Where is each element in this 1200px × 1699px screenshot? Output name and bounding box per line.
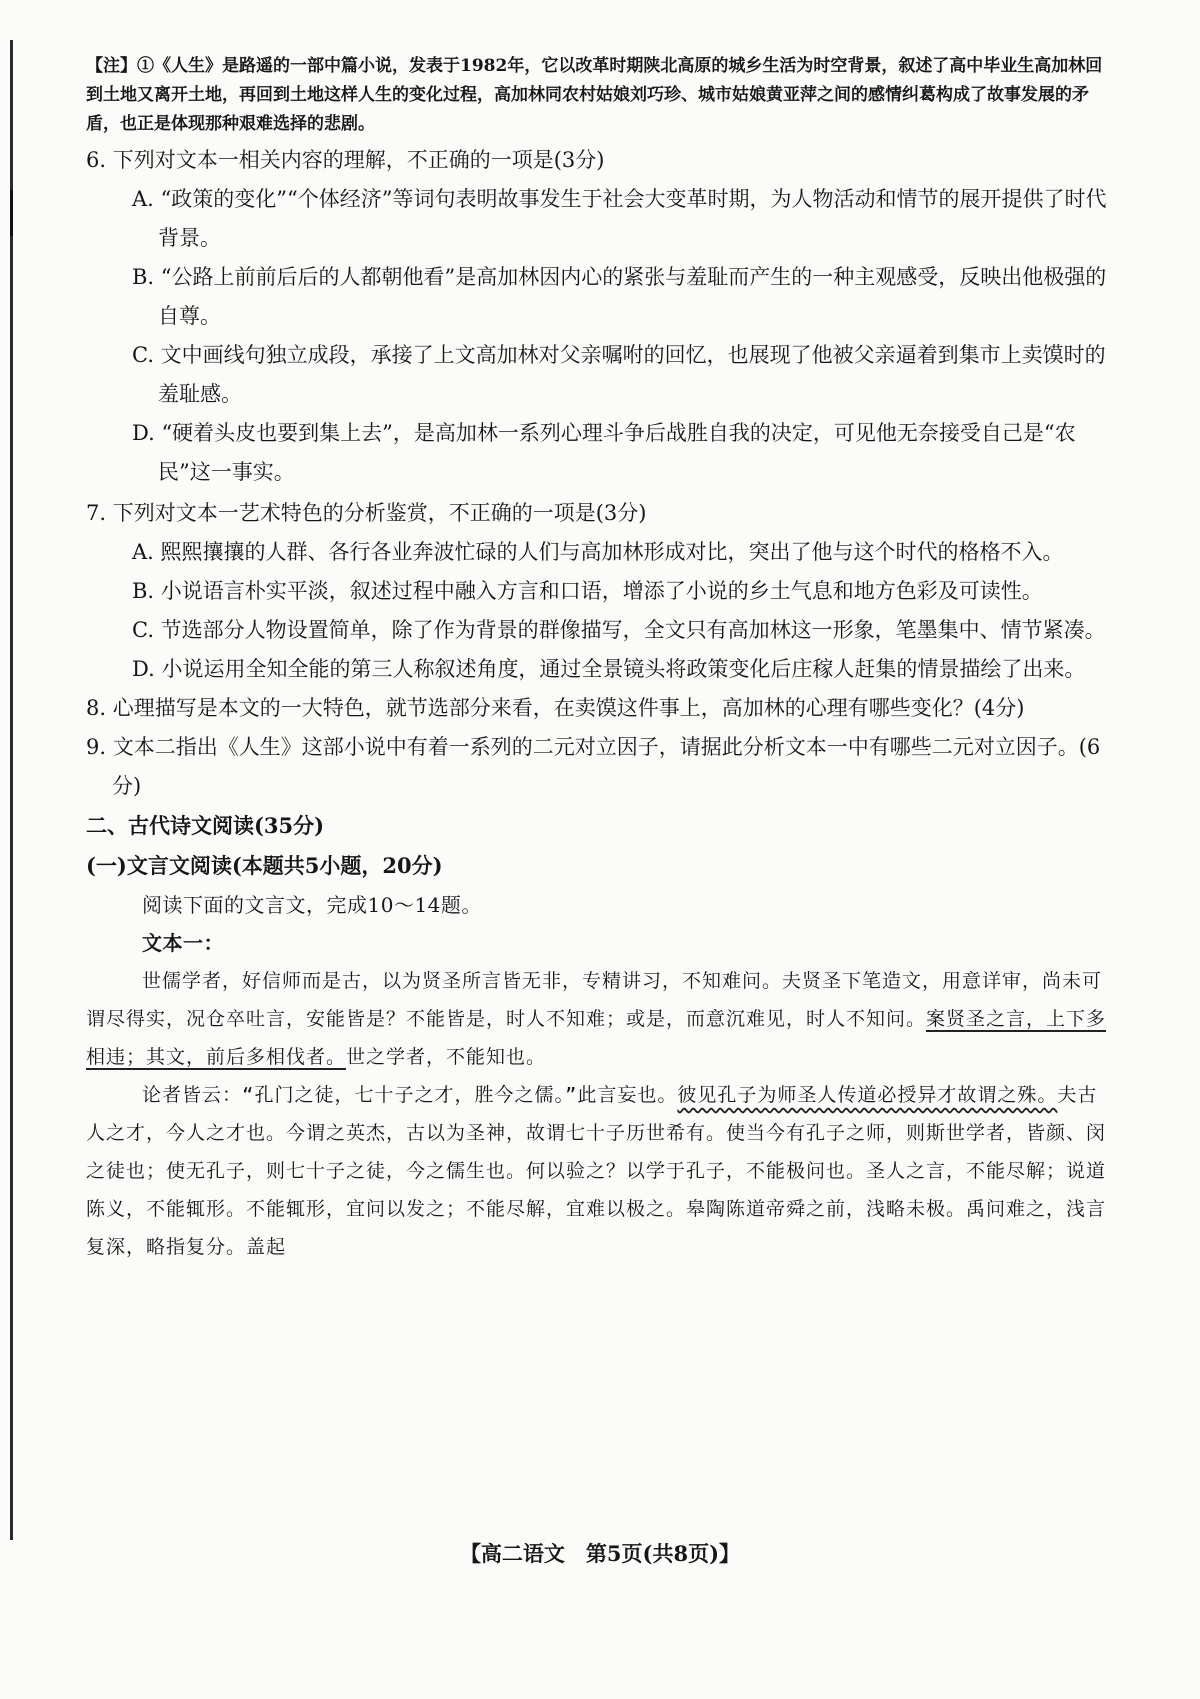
question-8-stem: 8. 心理描写是本文的一大特色，就节选部分来看，在卖馍这件事上，高加林的心理有哪些变化？(4分) [86,696,1025,720]
question-6-option-b: B. “公路上前前后后的人都朝他看”是高加林因内心的紧张与羞耻而产生的一种主观感受，反映出他极强的自尊。 [132,265,1107,328]
text-one-label: 文本一： [142,931,224,955]
classical-passage-paragraph-2 [86,1076,1116,1266]
classical-passage-paragraph-1 [86,962,1116,1076]
section-2-title: 二、古代诗文阅读(35分) [86,813,325,838]
page-edge-mark [10,190,13,236]
question-6 [86,141,1116,492]
question-7-option-c: C. 节选部分人物设置简单，除了作为背景的群像描写，全文只有高加林这一形象，笔墨集中、情节紧凑。 [132,618,1106,642]
passage-2-part-b: 夫古人之才，今人之才也。今谓之英杰，古以为圣神，故谓七十子历世希有。使当今有孔子之师，则斯世学者，皆颜、闵之徒也；使无孔子，则七十子之徒，今之儒生也。何以验之？以学于孔子，不能极问也。圣人之言，不能尽解；说道陈义，不能辄形。不能辄形，宜问以发之；不能尽解，宜难以极之。皋陶陈道帝舜之前，浅略未极。禹问难之，浅言复深，略指复分。盖起 [86,1084,1107,1258]
reading-instruction: 阅读下面的文言文，完成10～14题。 [142,893,482,917]
note-tag: 【注】 [86,56,137,76]
note-paragraph [86,52,1116,139]
question-8 [86,689,1116,728]
passage-1-underlined-sentence: 案贤圣之言，上下多相违；其文，前后多相伐者。 [86,1008,1107,1068]
question-7-option-b: B. 小说语言朴实平淡，叙述过程中融入方言和口语，增添了小说的乡土气息和地方色彩及可读性。 [132,579,1043,603]
question-6-option-d: D. “硬着头皮也要到集上去”，是高加林一系列心理斗争后战胜自我的决定，可见他无奈接受自己是“农民”这一事实。 [132,421,1076,484]
question-6-stem: 6. 下列对文本一相关内容的理解，不正确的一项是(3分) [86,148,605,172]
passage-1-part-b: 世之学者，不能知也。 [346,1046,547,1068]
passage-2-wavy-underlined-sentence: 彼见孔子为师圣人传道必授异才故谓之殊。 [677,1084,1058,1106]
question-7 [86,494,1116,689]
question-9-stem: 9. 文本二指出《人生》这部小说中有着一系列的二元对立因子，请据此分析文本一中有哪些二元对立因子。(6分) [86,735,1101,798]
question-7-stem: 7. 下列对文本一艺术特色的分析鉴赏，不正确的一项是(3分) [86,501,647,525]
page-footer: 【高二语文 第5页(共8页)】 [459,1541,741,1566]
question-6-option-c: C. 文中画线句独立成段，承接了上文高加林对父亲嘱咐的回忆，也展现了他被父亲逼着到集市上卖馍时的羞耻感。 [132,343,1106,406]
section-2-subtitle: (一)文言文阅读(本题共5小题，20分) [86,853,443,878]
question-7-option-d: D. 小说运用全知全能的第三人称叙述角度，通过全景镜头将政策变化后庄稼人赶集的情景描绘了出来。 [132,657,1086,681]
question-7-option-a: A. 熙熙攘攘的人群、各行各业奔波忙碌的人们与高加林形成对比，突出了他与这个时代的格格不入。 [132,540,1064,564]
passage-2-part-a: 论者皆云：“孔门之徒，七十子之才，胜今之儒。”此言妄也。 [142,1084,678,1106]
passage-1-part-a: 世儒学者，好信师而是古，以为贤圣所言皆无非，专精讲习，不知难问。夫贤圣下笔造文，用意详审，尚未可谓尽得实，况仓卒吐言，安能皆是？不能皆是，时人不知难；或是，而意沉难见，时人不知问。 [86,970,1103,1030]
note-text: ①《人生》是路遥的一部中篇小说，发表于1982年，它以改革时期陕北高原的城乡生活为时空背景，叙述了高中毕业生高加林回到土地又离开土地，再回到土地这样人生的变化过程，高加林同农村姑娘刘巧珍、城市姑娘黄亚萍之间的感情纠葛构成了故事发展的矛盾，也正是体现那种艰难选择的悲剧。 [86,56,1103,134]
question-9 [86,728,1116,806]
exam-page-content [86,52,1116,1266]
question-6-option-a: A. “政策的变化”“个体经济”等词句表明故事发生于社会大变革时期，为人物活动和情节的展开提供了时代背景。 [132,187,1107,250]
page-edge-line [10,40,13,1540]
